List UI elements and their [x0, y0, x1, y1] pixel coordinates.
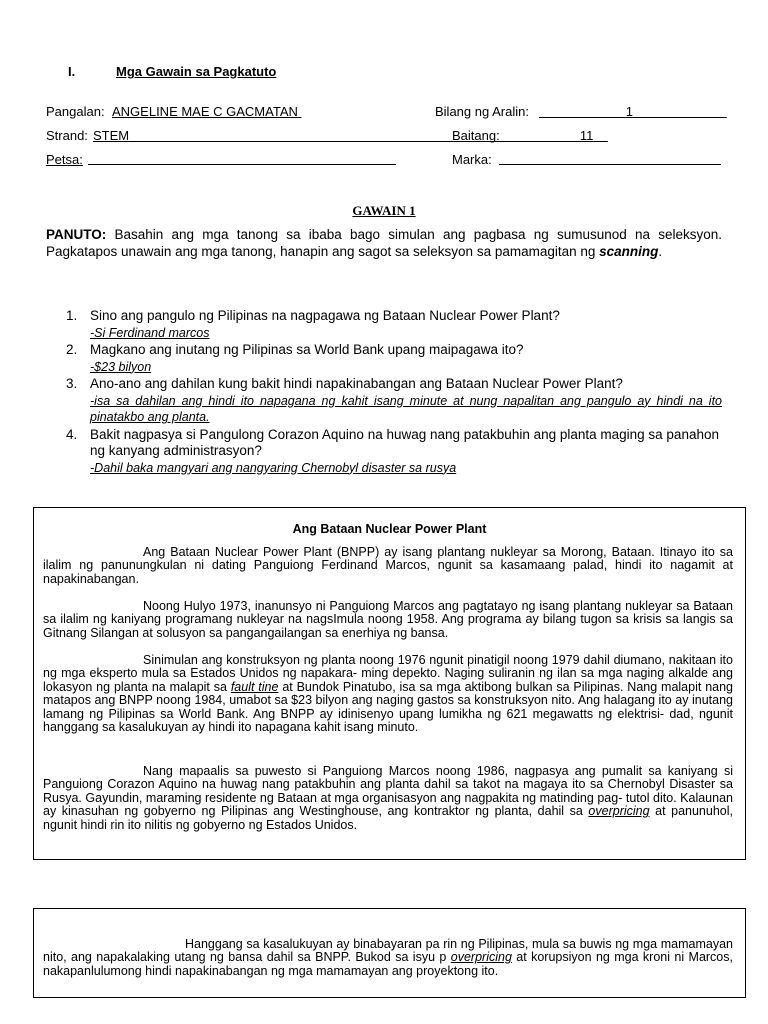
pangalan-field: ANGELINE MAE C GACMATAN — [112, 104, 298, 119]
strand-label: Strand: — [46, 128, 88, 143]
reading-title: Ang Bataan Nuclear Power Plant — [292, 522, 487, 536]
question-text: Sino ang pangulo ng Pilipinas na nagpagawa ng Bataan Nuclear Power Plant? — [90, 308, 560, 323]
activity-title: GAWAIN 1 — [352, 203, 416, 218]
reading-paragraph-4: Nang mapaalis sa puwesto si Panguiong Marcos noong 1986, nagpasya ang pumalit sa kaniyang si Panguiong Corazon Aquino na huwag nang patakbuhin ang planta dahil sa takot na magaya ito sa Chernobyl Disaster sa Rusya. Gayundin, maraming residente ng Bataan at mga organisasyon ang nagpakita ng matinding pag- tutol dito. Kalaunan ay kinasuhan ng gobyerno ng Pilipinas ang Westinghouse, ang kontraktor ng planta, dahil sa overpricing at panunuhol, ngunit hindi rin ito nilitis ng gobyerno ng Estados Unidos. — [43, 764, 733, 832]
reading-paragraph-1: Ang Bataan Nuclear Power Plant (BNPP) ay isang plantang nukleyar sa Morong, Bataan. Itinayo ito sa ilalim ng panunungkulan ni dating Panguiong Ferdinand Marcos, ngunit sa kasamaang palad, hindi ito nagamit at napakinabangan. — [43, 545, 733, 586]
instructions-label: PANUTO: — [46, 227, 107, 242]
marka-label: Marka: — [452, 152, 492, 167]
instructions-emphasis: scanning — [599, 244, 659, 259]
question-number: 1. — [66, 308, 78, 323]
overpricing-term: overpricing — [588, 804, 650, 819]
baitang-label: Baitang: — [452, 128, 500, 143]
question-answer: -Dahil baka mangyari ang nangyaring Chernobyl disaster sa rusya — [90, 460, 457, 475]
question-item — [66, 427, 722, 477]
marka-blank-line — [499, 164, 721, 165]
question-text: Bakit nagpasya si Pangulong Corazon Aquino na huwag nang patakbuhin ang planta maging sa panahon ng kanyang administrasyon? — [90, 426, 719, 458]
question-number: 3. — [66, 376, 78, 391]
reading-continuation-box — [33, 908, 746, 998]
form-row-strand — [46, 128, 726, 146]
section-title: Mga Gawain sa Pagkatuto — [116, 64, 277, 79]
strand-field: STEM — [93, 128, 130, 143]
reading-paragraph-3: Sinimulan ang konstruksyon ng planta noong 1976 ngunit pinatigil noong 1979 dahil diumano, nakitaan ito ng mga eksperto mula sa Estados Unidos ng napakara- ming depekto. Naging suliranin ng ilan sa mga naging alkalde ang lokasyon ng planta na malapit sa fault tine at Bundok Pinatubo, isa sa mga aktibong bulkan sa Pilipinas. Nang malapit nang matapos ang BNPP noong 1984, umabot sa $23 bilyon ang naging gastos sa konstruksyon nito. Ang halagang ito ay inutang lamang ng Pilipinas sa World Bank. Ang BNPP ay idinisenyo upang lumikha ng 621 megawatts ng elektrisi- dad, ngunit hanggang sa kasalukuyan ay hindi ito napagana kahit isang minuto. — [43, 653, 733, 735]
section-heading — [68, 64, 276, 79]
reading-paragraph-5: Hanggang sa kasalukuyan ay binabayaran pa rin ng Pilipinas, mula sa buwis ng mga mamamayan nito, ang napakalaking utang ng bansa dahil sa BNPP. Bukod sa isyu p overpricing at korupsiyon ng mga kroni ni Marcos, nakapanlulumong hindi napakinabangan ng mga mamamayan ang proyektong ito. — [43, 937, 733, 978]
question-answer: -isa sa dahilan ang hindi ito napagana ng kahit isang minute at nung napalitan ang pangulo ay hindi na ito pinatakbo ang planta. — [90, 393, 722, 424]
overpricing-term: overpricing — [450, 950, 512, 965]
question-answer: -$23 bilyon — [90, 359, 152, 374]
baitang-field: 11 — [579, 128, 594, 143]
bilang-field: 1 — [625, 104, 633, 119]
question-item — [66, 376, 722, 426]
question-list — [66, 308, 722, 476]
instructions-end: . — [658, 244, 663, 259]
question-text: Magkano ang inutang ng Pilipinas sa World Bank upang maipagawa ito? — [90, 342, 524, 357]
instructions-text: Basahin ang mga tanong sa ibaba bago simulan ang pagbasa ng sumusunod na seleksyon. Pagkatapos unawain ang mga tanong, hanapin ang sagot sa seleksyon sa pamamagitan ng — [46, 227, 722, 259]
section-numeral: I. — [68, 64, 76, 79]
fault-line-term: fault tine — [230, 679, 279, 694]
petsa-blank-line — [88, 164, 396, 165]
reading-selection-box — [33, 507, 746, 860]
question-number: 4. — [66, 426, 78, 442]
petsa-label: Petsa: — [46, 152, 83, 167]
bilang-label: Bilang ng Aralin: — [435, 104, 529, 119]
pangalan-label: Pangalan: — [46, 104, 105, 119]
reading-paragraph-2: Noong Hulyo 1973, inanunsyo ni Panguiong Marcos ang pagtatayo ng isang plantang nukleyar sa Bataan sa ilalim ng kaniyang programang nukleyar na nagsImula noong 1958. Ang programa ay bilang tugon sa krisis sa langis sa Gitnang Silangan at solusyon sa pangangailangan sa enerhiya ng bansa. — [43, 599, 733, 640]
form-row-date — [46, 152, 726, 170]
instructions — [46, 226, 722, 260]
question-number: 2. — [66, 342, 78, 357]
form-row-name — [46, 104, 726, 122]
question-text: Ano-ano ang dahilan kung bakit hindi napakinabangan ang Bataan Nuclear Power Plant? — [90, 376, 623, 391]
question-answer: -Si Ferdinand marcos — [90, 325, 210, 340]
question-item — [66, 342, 722, 375]
question-item — [66, 308, 722, 341]
